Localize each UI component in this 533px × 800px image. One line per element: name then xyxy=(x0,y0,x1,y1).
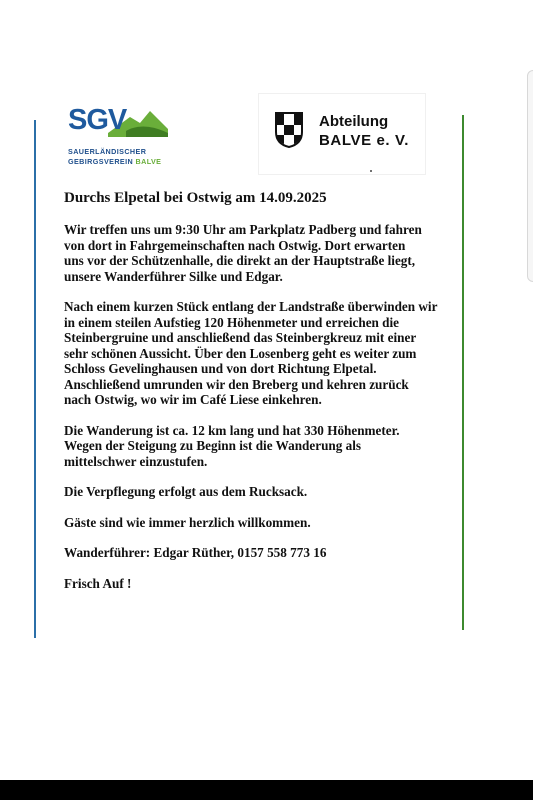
announcement-paragraphs xyxy=(64,222,474,591)
paragraph-line: von dort in Fahrgemeinschaften nach Ostwig. Dort erwarten xyxy=(64,237,406,253)
bottom-bar xyxy=(0,780,533,800)
paragraph-line: mittelschwer einzustufen. xyxy=(64,453,208,469)
paragraph-line: Wanderführer: Edgar Rüther, 0157 558 773 16 xyxy=(64,545,327,560)
left-vertical-rule xyxy=(34,120,36,638)
balve-logo-line-1: Abteilung xyxy=(319,113,389,130)
paragraph xyxy=(64,299,474,408)
paragraph xyxy=(64,515,474,531)
sgv-line-2 xyxy=(68,157,161,166)
paragraph-line: Nach einem kurzen Stück entlang der Landstraße überwinden wir xyxy=(64,299,438,314)
scroll-handle[interactable] xyxy=(527,70,533,282)
paragraph-line: Frisch Auf ! xyxy=(64,575,132,591)
paragraph-line: Schloss Gevelinghausen und von dort Richtung Elpetal. xyxy=(64,361,377,376)
paragraph xyxy=(64,545,474,561)
paragraph xyxy=(64,576,474,592)
announcement-title: Durchs Elpetal bei Ostwig am 14.09.2025 xyxy=(64,190,327,206)
paragraph xyxy=(64,484,474,500)
sgv-line-1: SAUERLÄNDISCHER xyxy=(68,147,147,156)
paragraph-line: in einem steilen Aufstieg 120 Höhenmeter und erreichen die xyxy=(64,314,400,330)
decorative-dot xyxy=(370,170,372,172)
paragraph-line: sehr schönen Aussicht. Über den Losenberg geht es weiter zum xyxy=(64,345,417,361)
balve-logo-line-2: BALVE e. V. xyxy=(319,132,409,149)
sgv-logo xyxy=(64,100,172,175)
paragraph-line: uns vor der Schützenhalle, die direkt an der Hauptstraße liegt, xyxy=(64,253,416,268)
coat-of-arms-icon xyxy=(275,112,303,148)
paragraph-line: Wegen der Steigung zu Beginn ist die Wanderung als xyxy=(64,438,362,453)
abteilung-balve-logo xyxy=(258,93,426,175)
paragraph xyxy=(64,423,474,470)
sgv-letters: SGV xyxy=(68,104,127,136)
sgv-line-2-accent: BALVE xyxy=(135,157,162,166)
paragraph-line: Die Verpflegung erfolgt aus dem Rucksack. xyxy=(64,484,308,499)
paragraph xyxy=(64,222,474,284)
paragraph-line: nach Ostwig, wo wir im Café Liese einkehren. xyxy=(64,392,322,407)
paragraph-line: Wir treffen uns um 9:30 Uhr am Parkplatz Padberg und fahren xyxy=(64,222,422,237)
paragraph-line: unsere Wanderführer Silke und Edgar. xyxy=(64,268,283,284)
paragraph-line: Steinbergruine und anschließend das Steinbergkreuz mit einer xyxy=(64,330,417,345)
paragraph-line: Die Wanderung ist ca. 12 km lang und hat 330 Höhenmeter. xyxy=(64,422,400,438)
paragraph-line: Anschließend umrunden wir den Breberg und kehren zurück xyxy=(64,376,409,392)
announcement-body xyxy=(64,188,474,606)
sgv-line-2-main: GEBIRGSVEREIN xyxy=(68,157,134,166)
paragraph-line: Gäste sind wie immer herzlich willkommen. xyxy=(64,514,311,530)
